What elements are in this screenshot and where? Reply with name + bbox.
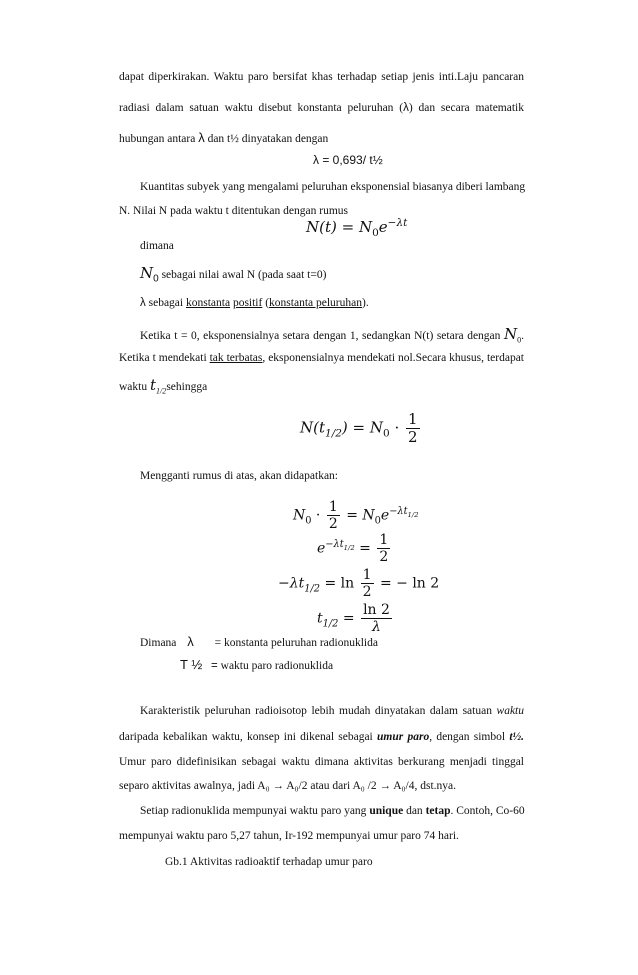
math-sub: 1/2	[304, 583, 321, 595]
math-run: e	[317, 540, 326, 557]
link-positif[interactable]: positif	[232, 297, 263, 309]
text-run: Karakteristik peluruhan radioisotop lebih mudah dinyatakan dalam satuan	[140, 705, 492, 717]
fraction-denominator: 2	[408, 428, 418, 446]
text-run: Ketika t = 0, eksponensialnya setara dengan 1, sedangkan N(t) setara dengan	[140, 330, 501, 342]
math-run: −λt	[278, 575, 305, 592]
link-tak-terbatas[interactable]: tak terbatas	[209, 352, 263, 364]
formula-lambda: λ = 0,693/ t½	[313, 153, 383, 167]
math-sub: 0	[517, 335, 522, 345]
text-run: radiasi dalam satuan waktu disebut konstanta peluruhan (	[119, 102, 404, 114]
text-run: sehingga	[166, 381, 208, 393]
definition-lambda	[140, 297, 369, 309]
math-run: ·	[389, 418, 405, 437]
bold-t-half: t½.	[509, 731, 525, 743]
math-run: t	[317, 610, 323, 627]
text-run: Dimana	[140, 637, 177, 649]
math-n: N	[140, 264, 154, 282]
formula-decay	[306, 217, 407, 239]
lambda-symbol: λ	[403, 102, 409, 114]
dimana-t-half-row	[180, 657, 333, 672]
dimana-label: dimana	[140, 240, 174, 252]
text-run: , eksponensialnya mendekati nol.Secara khusus, terdapat	[262, 352, 524, 364]
math-sub: 1/2	[322, 618, 339, 630]
math-sup: −λt	[325, 538, 344, 550]
math-run: =	[354, 540, 376, 557]
paragraph-1-line-3	[119, 130, 328, 145]
derivation-row-4	[317, 603, 394, 634]
text-run: Setiap radionuklida mempunyai waktu paro yang	[140, 805, 367, 817]
text-run: ).	[361, 297, 369, 309]
paragraph-3-line-1	[140, 325, 524, 344]
text-run: daripada kebalikan waktu, konsep ini dikenal sebagai	[119, 731, 373, 743]
text-run: hubungan antara	[119, 133, 196, 145]
text-run: dan t½ dinyatakan dengan	[207, 133, 329, 145]
paragraph-5-line-1	[140, 805, 524, 817]
paragraph-4-line-2	[119, 731, 524, 743]
bold-tetap: tetap	[425, 805, 451, 817]
math-sub: 0	[372, 227, 379, 239]
figure-caption: Gb.1 Aktivitas radioaktif terhadap umur paro	[165, 856, 373, 868]
mengganti-text: Mengganti rumus di atas, akan didapatkan:	[140, 470, 339, 482]
text-run: waktu	[119, 381, 148, 393]
derivation-row-1	[293, 500, 419, 531]
bold-unique: unique	[369, 805, 404, 817]
math-sub: 1/2	[407, 510, 419, 519]
text-run: sebagai nilai awal N (pada saat t=0)	[161, 269, 327, 281]
t-half-symbol: T ½	[180, 657, 203, 672]
math-run: e	[380, 507, 390, 524]
fraction-numerator: 1	[328, 499, 338, 515]
math-run: = N	[341, 507, 375, 524]
paragraph-4-line-4: separo aktivitas awalnya, jadi A₀ → A₀/2 atau dari A₀ /2 → A₀/4, dst.nya.	[119, 780, 457, 792]
text-run: = konstanta peluruhan radionuklida	[214, 637, 378, 649]
fraction-numerator: ln 2	[363, 602, 390, 618]
text-run: =	[211, 660, 218, 672]
paragraph-3-line-2	[119, 352, 524, 364]
math-run: =	[338, 610, 360, 627]
paragraph-4-line-1	[140, 705, 524, 717]
math-run: ·	[311, 507, 325, 524]
fraction-denominator: 2	[379, 549, 389, 565]
text-run: waktu paro radionuklida	[220, 660, 334, 672]
math-run: N	[293, 507, 306, 524]
lambda-symbol: λ	[187, 634, 194, 649]
paragraph-3-line-3	[119, 376, 207, 395]
math-run: N(t) = N	[306, 218, 373, 236]
math-n: N	[503, 325, 518, 343]
fraction-denominator: 2	[328, 516, 338, 532]
math-run: N(t	[300, 418, 326, 437]
math-run: ) = N	[341, 418, 384, 437]
text-run: dan	[406, 805, 423, 817]
text-run: (	[265, 297, 270, 309]
dimana-lambda-row	[140, 634, 378, 649]
paragraph-2-line-2: N. Nilai N pada waktu t ditentukan dengan rumus	[119, 205, 348, 217]
math-run: e	[378, 218, 388, 236]
text-run: Ketika t mendekati	[119, 352, 207, 364]
paragraph-1-line-2	[119, 102, 524, 114]
lambda-symbol: λ	[198, 130, 205, 145]
lambda-symbol: λ	[140, 297, 146, 309]
italic-waktu: waktu	[496, 705, 525, 717]
math-sup: −λt	[387, 217, 408, 229]
math-t: t	[149, 376, 157, 394]
math-sub: 0	[153, 273, 159, 285]
math-sup: −λt	[389, 505, 408, 517]
derivation-row-3	[278, 568, 439, 599]
math-sub: 0	[305, 515, 312, 527]
text-run: , dengan simbol	[429, 731, 506, 743]
bold-umur-paro: umur paro	[377, 731, 430, 743]
math-sub: 1/2	[343, 543, 355, 552]
fraction-denominator: 2	[362, 584, 372, 600]
link-konstanta-peluruhan[interactable]: konstanta peluruhan	[269, 297, 362, 309]
math-sub: 0	[374, 515, 381, 527]
derivation-row-2	[317, 533, 392, 564]
paragraph-1-line-1: dapat diperkirakan. Waktu paro bersifat khas terhadap setiap jenis inti.Laju pancaran	[119, 71, 524, 83]
math-sub: 0	[383, 427, 390, 440]
math-sub: 1/2	[156, 386, 167, 396]
fraction-numerator: 1	[408, 410, 418, 428]
fraction-numerator: 1	[379, 532, 389, 548]
math-run: = ln	[320, 575, 359, 592]
fraction-numerator: 1	[362, 567, 372, 583]
link-konstanta[interactable]: konstanta	[185, 297, 231, 309]
text-run: sebagai	[148, 297, 184, 309]
text-run: ) dan secara matematik	[408, 102, 524, 114]
paragraph-5-line-2: mempunyai waktu paro 5,27 tahun, Ir-192 mempunyai umur paro 74 hari.	[119, 830, 459, 842]
text-run: . Contoh, Co-60	[450, 805, 525, 817]
paragraph-2-line-1: Kuantitas subyek yang mengalami peluruhan eksponensial biasanya diberi lambang	[140, 181, 526, 193]
paragraph-4-line-3: Umur paro didefinisikan sebagai waktu dimana aktivitas berkurang menjadi tinggal	[119, 756, 524, 768]
fraction-denominator: λ	[372, 619, 381, 635]
text-run: .	[521, 330, 524, 342]
math-run: = − ln 2	[375, 575, 440, 592]
formula-half-life	[300, 412, 422, 445]
definition-n0	[140, 264, 326, 284]
math-sub: 1/2	[325, 427, 342, 440]
